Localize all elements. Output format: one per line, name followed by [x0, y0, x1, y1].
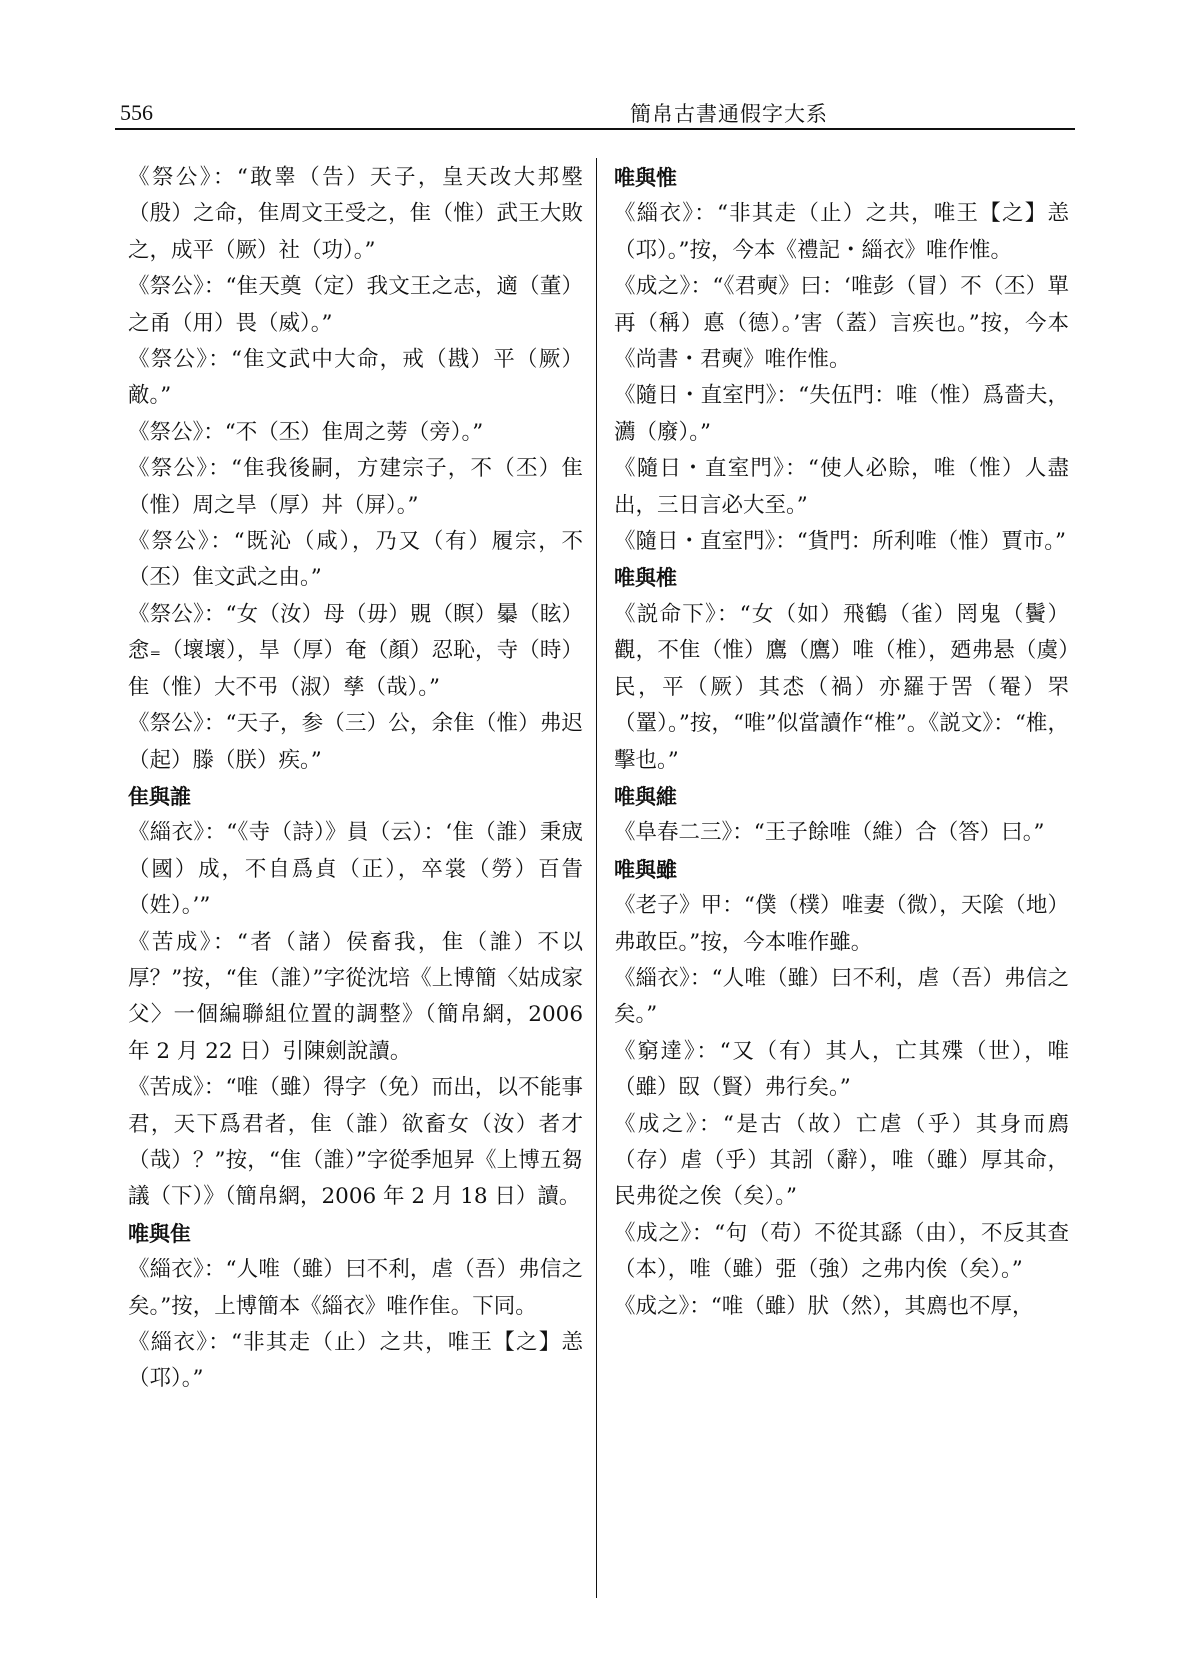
left-column — [128, 160, 583, 1398]
section-heading: 隹與誰 — [128, 784, 191, 809]
section-heading: 唯與維 — [614, 784, 677, 809]
header-rule — [115, 128, 1075, 130]
citation-entry: 《説命下》：“女（如）飛鶴（雀）罔鬼（鬢）觀，不隹（惟）鷹（鷹）唯（椎），廼弗悬（虞）民，平（厥）其怸（禍）亦羅于罟（罨）罘（罿）。”按，“唯”似當讀作“椎”。《説文》：“椎，擊也。” — [614, 601, 1069, 773]
citation-entry: 《隨日・直室門》：“貨門：所利唯（惟）賈市。” — [614, 529, 1066, 555]
citation-entry: 《苦成》：“者（諸）侯畜我，隹（誰）不以厚？”按，“隹（誰）”字從沈培《上博簡〈姑成家父〉一個編聯組位置的調整》（簡帛網，2006 年 2 月 22 日）引陳劍說讀。 — [128, 929, 583, 1064]
section-heading: 唯與惟 — [614, 166, 677, 190]
citation-entry: 《成之》：“句（苟）不從其繇（由），不反其查（本），唯（雖）弫（強）之弗内俟（矣）。” — [614, 1220, 1069, 1283]
citation-entry: 《隨日・直室門》：“使人必賒，唯（惟）人盡出，三日言必大至。” — [614, 456, 1069, 518]
citation-entry: 《祭公》：“不（丕）隹周之蒡（旁）。” — [128, 419, 484, 445]
running-head — [120, 96, 1072, 132]
citation-entry: 《隨日・直室門》：“失伍門：唯（惟）爲嗇夫，瀳（廢）。” — [614, 383, 1069, 445]
citation-entry: 《成之》：“唯（雖）肰（然），其廌也不厚， — [614, 1293, 1034, 1319]
column-divider — [596, 158, 597, 1598]
citation-entry: 《祭公》：“女（汝）母（毋）覞（瞑）㬥（眩）悆₌（壞壞），旱（厚）奄（顏）忍恥，寺（時）隹（惟）大不弔（淑）孳（哉）。” — [128, 601, 583, 700]
citation-entry: 《緇衣》：“非其走（止）之共，唯王【之】恙（邛）。” — [128, 1330, 583, 1392]
section-heading: 唯與椎 — [614, 566, 677, 591]
citation-entry: 《緇衣》：“人唯（雖）曰不利，虐（吾）弗信之矣。” — [614, 965, 1069, 1028]
citation-entry: 《祭公》：“隹文武中大命，戒（戡）平（厥）敵。” — [128, 347, 583, 409]
citation-entry: 《祭公》：“隹我後嗣，方建宗子，不（丕）隹（惟）周之旱（厚）丼（屏）。” — [128, 456, 583, 518]
citation-entry: 《祭公》：“既沁（咸），乃又（有）履宗，不（丕）隹文武之由。” — [128, 529, 583, 591]
citation-entry: 《祭公》：“天子，参（三）公，余隹（惟）弗迟（起）滕（朕）疾。” — [128, 711, 583, 773]
citation-entry: 《祭公》：“隹天奠（定）我文王之志，適（董）之甬（用）畏（威）。” — [128, 274, 583, 336]
citation-entry: 《成之》：“《君奭》曰：‘唯彭（冒）不（丕）單再（稱）悳（德）。’害（蓋）言疾也。”按，今本《尚書・君奭》唯作惟。 — [614, 274, 1069, 373]
section-heading: 唯與隹 — [128, 1221, 191, 1246]
section-heading: 唯與雖 — [614, 857, 677, 882]
right-column — [614, 160, 1069, 1325]
citation-entry: 《緇衣》：“《寺（詩）》員（云）：‘隹（誰）秉宬（國）成，不自爲貞（正），卒裳（勞）百眚（姓）。’” — [128, 820, 583, 919]
citation-entry: 《苦成》：“唯（雖）得字（免）而出，以不能事君，天下爲君者，隹（誰）欲畜女（汝）者才（哉）？”按，“隹（誰）”字從季旭昇《上博五芻議（下）》（簡帛網，2006 年 2 月 18 日）讀。 — [128, 1075, 583, 1210]
page-number: 556 — [120, 100, 153, 125]
citation-entry: 《緇衣》：“非其走（止）之共，唯王【之】恙（邛）。”按，今本《禮記・緇衣》唯作惟。 — [614, 201, 1069, 263]
citation-entry: 《緇衣》：“人唯（雖）曰不利，虐（吾）弗信之矣。”按，上博簡本《緇衣》唯作隹。下同。 — [128, 1257, 583, 1319]
running-title: 簡帛古書通假字大系 — [630, 102, 828, 126]
citation-entry: 《阜春二三》：“王子餘唯（維）合（答）曰。” — [614, 820, 1045, 846]
citation-entry: 《老子》甲：“僕（樸）唯妻（微），天隂（地）弗敢臣。”按，今本唯作雖。 — [614, 893, 1069, 955]
citation-entry: 《成之》：“是古（故）亡虐（乎）其身而廌（存）虐（乎）其訠（辭），唯（雖）厚其命，民弗從之俟（矣）。” — [614, 1111, 1069, 1210]
citation-entry: 《窮達》：“又（有）其人，亡其殜（世），唯（雖）臤（賢）弗行矣。” — [614, 1038, 1069, 1101]
citation-entry: 《祭公》：“敢睾（告）天子，皇天改大邦壂（殷）之命，隹周文王受之，隹（惟）武王大敗之，成平（厥）社（功）。” — [128, 165, 583, 263]
